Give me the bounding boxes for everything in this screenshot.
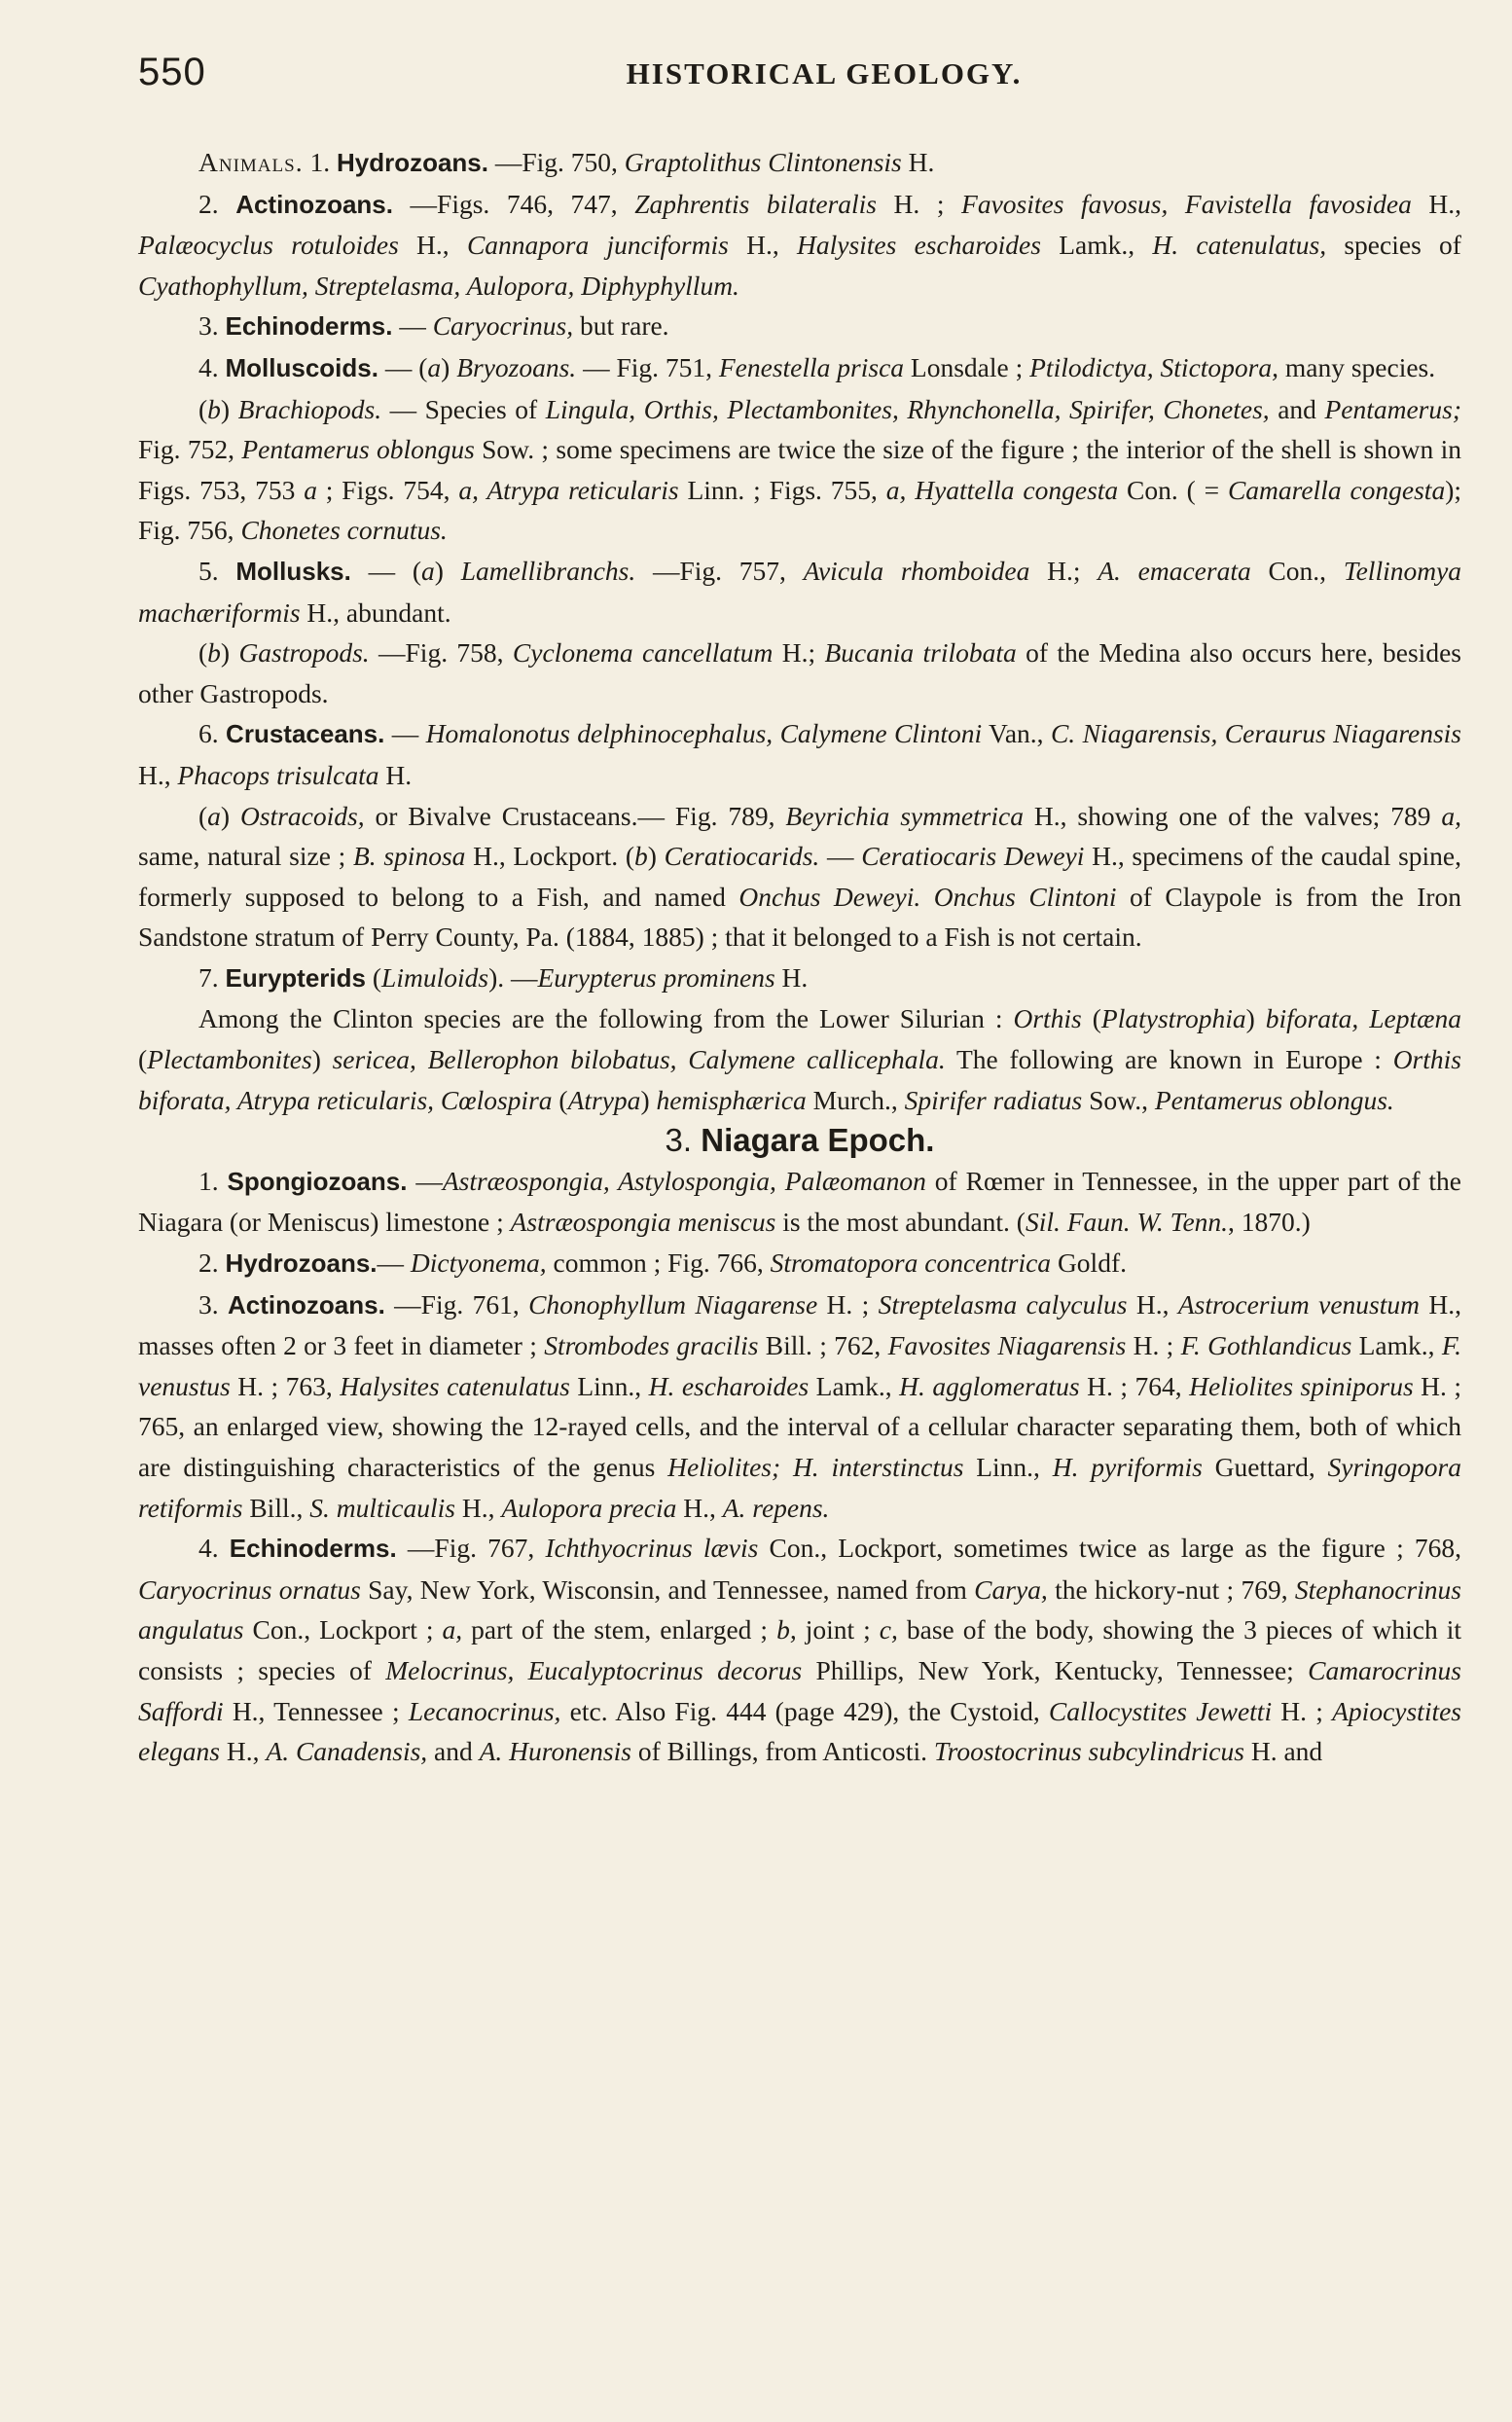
taxon-italic: Lecanocrinus, xyxy=(408,1695,561,1726)
paragraph xyxy=(138,347,1461,389)
lead-word: Animals. xyxy=(198,147,304,177)
text-run: ) xyxy=(647,841,665,872)
taxon-italic: Phacops trisulcata xyxy=(177,759,379,790)
niagara-fauna-list xyxy=(138,1161,1461,1772)
text-run: Linn. ; Figs. 755, xyxy=(678,474,886,505)
taxon-italic: Streptelasma calyculus xyxy=(878,1288,1128,1319)
paragraph xyxy=(138,1284,1461,1529)
taxon-italic: Platystrophia xyxy=(1100,1003,1246,1034)
taxon-italic: Avicula rhomboidea xyxy=(803,555,1030,586)
text-run: base of the body, showing the 3 pieces of which it consists ; species of xyxy=(138,1614,1461,1685)
taxon-italic: Homalonotus delphinocephalus, Calymene Clintoni xyxy=(425,718,983,749)
taxon-italic: Halysites escharoides xyxy=(796,230,1041,261)
taxon-italic: Atrypa xyxy=(567,1084,641,1115)
taxon-italic: a xyxy=(304,474,317,505)
text-run: ) xyxy=(220,800,240,831)
text-run: — xyxy=(407,1165,443,1196)
text-run: — ( xyxy=(378,351,428,382)
text-run: Fig. 752, xyxy=(138,434,242,465)
text-run xyxy=(920,882,934,912)
text-run: 4. xyxy=(198,351,226,382)
text-run: — xyxy=(819,841,862,872)
text-run: ( xyxy=(138,1044,148,1075)
text-run: is the most abundant. ( xyxy=(775,1207,1026,1238)
text-run: Con., Lockport, sometimes twice as large as the figure ; 768, xyxy=(758,1533,1461,1564)
taxon-italic: Apiocystites elegans xyxy=(138,1695,1462,1767)
taxon-italic: b, xyxy=(776,1614,797,1645)
text-run: Van., xyxy=(982,718,1051,749)
text-run: —Fig. 761, xyxy=(384,1288,529,1319)
text-run: ) xyxy=(640,1084,657,1115)
taxon-italic: Orthis xyxy=(1013,1003,1082,1034)
page-body xyxy=(138,142,1461,1772)
taxon-italic: Syringopora retiformis xyxy=(138,1452,1461,1523)
paragraph xyxy=(138,389,1461,551)
group-heading: Actinozoans. xyxy=(235,189,393,219)
text-run: — Fig. 751, xyxy=(576,351,719,382)
taxon-italic: Caryocrinus, xyxy=(432,310,574,342)
taxon-italic: Pentamerus; xyxy=(1324,393,1461,424)
taxon-italic: Astrocerium venustum xyxy=(1177,1288,1420,1319)
taxon-italic: b xyxy=(207,637,221,669)
text-run: ( xyxy=(198,800,208,831)
text-run: H. ; 765, an enlarged view, showing the 12-rayed cells, and the interval of a cellular character separating them, both of which are distinguishing characteristics of the genus xyxy=(138,1370,1462,1482)
page-number: 550 xyxy=(138,51,206,93)
text-run: Guettard, xyxy=(1202,1452,1328,1482)
taxon-italic: Favosites Niagarensis xyxy=(887,1330,1127,1361)
group-heading: Echinoderms. xyxy=(229,1534,397,1564)
taxon-italic: Onchus Deweyi. xyxy=(738,881,921,912)
taxon-italic: Palæocyclus rotuloides xyxy=(138,230,399,261)
taxon-italic: H. agglomeratus xyxy=(899,1370,1080,1401)
text-run: Con., Lockport ; xyxy=(243,1614,443,1645)
taxon-italic: Eurypterus prominens xyxy=(537,961,775,993)
text-run: H.; xyxy=(1029,555,1098,586)
taxon-italic: a, Atrypa reticularis xyxy=(458,474,679,505)
text-run: —Fig. 758, xyxy=(369,637,513,669)
taxon-italic: Zaphrentis bilateralis xyxy=(634,188,877,219)
text-run: — xyxy=(384,718,426,749)
text-run: H., abundant. xyxy=(300,596,451,628)
taxon-italic: Bucania trilobata xyxy=(824,637,1017,669)
text-run: same, natural size ; xyxy=(138,841,353,872)
text-run: — xyxy=(392,310,433,342)
text-run: 6. xyxy=(198,718,227,749)
taxon-italic: Callocystites Jewetti xyxy=(1048,1695,1273,1726)
taxon-italic: Astræospongia, Astylospongia, Palæomanon xyxy=(442,1165,926,1196)
text-run: ). — xyxy=(488,961,538,993)
text-run: ); Fig. 756, xyxy=(138,474,1462,546)
taxon-italic: a, Hyattella congesta xyxy=(885,474,1119,505)
text-run: Phillips, New York, Kentucky, Tennessee; xyxy=(802,1654,1309,1685)
text-run: H. and xyxy=(1243,1736,1323,1767)
text-run: Lonsdale ; xyxy=(904,351,1030,382)
paragraph xyxy=(138,142,1461,184)
taxon-italic: Caryocrinus ornatus xyxy=(138,1573,361,1605)
taxon-italic: Pentamerus oblongus xyxy=(241,434,475,465)
text-run: —Fig. 757, xyxy=(635,555,804,586)
taxon-italic: H. catenulatus, xyxy=(1152,230,1327,261)
taxon-italic: Gastropods. xyxy=(238,637,370,669)
taxon-italic: A. emacerata xyxy=(1098,555,1251,586)
text-run: , 1870.) xyxy=(1228,1207,1311,1238)
text-run: H. xyxy=(378,759,413,790)
taxon-italic: Brachiopods. xyxy=(237,393,382,424)
text-run: common ; Fig. 766, xyxy=(546,1247,771,1279)
taxon-italic: Cyathophyllum, Streptelasma, Aulopora, Diphyphyllum. xyxy=(138,270,739,301)
taxon-italic: Strombodes gracilis xyxy=(544,1330,759,1361)
text-run: H., Tennessee ; xyxy=(223,1695,409,1726)
text-run: 3. xyxy=(198,1288,228,1319)
text-run: 7. xyxy=(198,961,226,993)
text-run: H. ; xyxy=(817,1288,879,1319)
text-run: of Billings, from Anticosti. xyxy=(630,1736,934,1767)
paragraph xyxy=(138,306,1461,347)
text-run: of Claypole is from the Iron Sandstone stratum of Perry County, Pa. (1884, 1885) ; that it belonged to a Fish is not certain. xyxy=(138,881,1462,953)
group-heading: Actinozoans. xyxy=(228,1289,385,1319)
text-run: The following are known in Europe : xyxy=(945,1044,1393,1075)
taxon-italic: Camarocrinus Saffordi xyxy=(138,1654,1461,1726)
taxon-italic: Melocrinus, Eucalyptocrinus decorus xyxy=(385,1654,803,1685)
taxon-italic: Lingula, Orthis, Plectambonites, Rhynchonella, Spirifer, Chonetes, xyxy=(545,393,1270,424)
taxon-italic: a, xyxy=(1441,800,1462,831)
text-run: and xyxy=(427,1736,480,1767)
taxon-italic: Fenestella prisca xyxy=(718,351,905,382)
text-run: the hickory-nut ; 769, xyxy=(1047,1573,1295,1605)
paragraph xyxy=(138,1243,1461,1284)
taxon-italic: Ceratiocarids. xyxy=(664,841,820,872)
taxon-italic: Carya, xyxy=(974,1573,1048,1605)
text-run: part of the stem, enlarged ; xyxy=(462,1614,777,1645)
text-run: H. xyxy=(901,147,935,177)
text-run: of the Medina also occurs here, besides other Gastropods. xyxy=(138,637,1461,708)
text-run: H., showing one of the valves; 789 xyxy=(1023,800,1442,831)
paragraph xyxy=(138,551,1461,633)
page-header xyxy=(138,51,1471,109)
text-run: 3. xyxy=(198,310,226,342)
taxon-italic: S. multicaulis xyxy=(309,1492,455,1523)
text-run: ( xyxy=(198,637,208,669)
taxon-italic: Lamellibranchs. xyxy=(460,555,636,586)
text-run: Linn., xyxy=(569,1370,649,1401)
text-run: Lamk., xyxy=(1351,1330,1442,1361)
text-run: ) xyxy=(434,555,461,586)
taxon-italic: Dictyonema, xyxy=(410,1247,547,1279)
text-run: H. ; xyxy=(1272,1695,1333,1726)
paragraph xyxy=(138,633,1461,713)
text-run: H., specimens of the caudal spine, formerly supposed to belong to a Fish, and named xyxy=(138,841,1461,912)
taxon-italic: Bryozoans. xyxy=(456,351,577,382)
paragraph xyxy=(138,713,1461,795)
taxon-italic: Graptolithus Clintonensis xyxy=(624,147,902,177)
text-run: ( xyxy=(1081,1003,1101,1034)
text-run: 2. xyxy=(198,188,236,219)
taxon-italic: a xyxy=(421,555,435,586)
text-run: — ( xyxy=(350,555,422,586)
text-run: H.; xyxy=(773,637,825,669)
group-heading: Echinoderms. xyxy=(225,311,393,342)
paragraph xyxy=(138,998,1461,1120)
taxon-italic: Onchus Clintoni xyxy=(933,881,1117,912)
taxon-italic: Camarella congesta xyxy=(1227,474,1446,505)
taxon-italic: Ostracoids, xyxy=(240,800,365,831)
group-heading: Mollusks. xyxy=(235,556,351,586)
text-run: ( xyxy=(552,1084,568,1115)
text-run: Sow., xyxy=(1082,1084,1155,1115)
taxon-italic: Cyclonema cancellatum xyxy=(512,637,774,669)
text-run: H., xyxy=(1411,188,1462,219)
taxon-italic: C. Niagarensis, Ceraurus Niagarensis xyxy=(1050,718,1462,749)
taxon-italic: b xyxy=(207,393,221,424)
group-heading: Hydrozoans. xyxy=(225,1248,378,1279)
taxon-italic: Halysites catenulatus xyxy=(340,1370,570,1401)
section-heading xyxy=(138,1120,1461,1161)
text-run: but rare. xyxy=(573,310,669,342)
text-run: many species. xyxy=(1278,351,1436,382)
text-run: 5. xyxy=(198,555,236,586)
text-run: Bill. ; 762, xyxy=(758,1330,888,1361)
text-run: Con., xyxy=(1250,555,1344,586)
text-run: —Fig. 750, xyxy=(487,147,625,177)
taxon-italic: Favosites favosus, Favistella favosidea xyxy=(961,188,1412,219)
text-run: Linn., xyxy=(963,1452,1053,1482)
taxon-italic: A. Canadensis, xyxy=(266,1736,428,1767)
group-heading: Molluscoids. xyxy=(225,352,378,382)
taxon-italic: Astræospongia meniscus xyxy=(510,1207,776,1238)
text-run: — xyxy=(377,1247,411,1279)
paragraph xyxy=(138,184,1461,307)
text-run: 1. xyxy=(303,147,337,177)
taxon-italic: Limuloids xyxy=(381,961,489,993)
taxon-italic: c, xyxy=(879,1614,898,1645)
text-run: Con. ( = xyxy=(1118,474,1228,505)
taxon-italic: Troostocrinus subcylindricus xyxy=(933,1736,1244,1767)
text-run: Lamk., xyxy=(809,1370,900,1401)
text-run: ( xyxy=(366,961,382,993)
text-run: —Fig. 767, xyxy=(396,1533,546,1564)
taxon-italic: a, xyxy=(442,1614,463,1645)
taxon-italic: Chonetes cornutus. xyxy=(240,515,448,546)
text-run: H. ; 763, xyxy=(230,1370,341,1401)
taxon-italic: Plectambonites xyxy=(147,1044,312,1075)
text-run: joint ; xyxy=(796,1614,880,1645)
text-run: H., xyxy=(1127,1288,1178,1319)
text-run: ) xyxy=(311,1044,333,1075)
text-run: ) xyxy=(441,351,457,382)
taxon-italic: A. repens. xyxy=(722,1492,830,1523)
taxon-italic: Sil. Faun. W. Tenn. xyxy=(1025,1207,1229,1238)
text-run: Among the Clinton species are the following from the Lower Silurian : xyxy=(198,1003,1014,1034)
taxon-italic: Chonophyllum Niagarense xyxy=(528,1288,818,1319)
taxon-italic: Heliolites; H. interstinctus xyxy=(667,1452,964,1482)
text-run: Murch., xyxy=(806,1084,905,1115)
group-heading: Eurypterids xyxy=(225,962,366,993)
taxon-italic: Spirifer radiatus xyxy=(904,1084,1083,1115)
taxon-italic: sericea, Bellerophon bilobatus, Calymene callicephala. xyxy=(332,1044,946,1075)
text-run: H., xyxy=(398,230,467,261)
text-run: Bill., xyxy=(242,1492,310,1523)
taxon-italic: Pentamerus oblongus. xyxy=(1154,1084,1394,1115)
taxon-italic: A. Huronensis xyxy=(479,1736,631,1767)
section-title: Niagara Epoch. xyxy=(701,1122,935,1159)
text-run: species of xyxy=(1326,230,1461,261)
text-run: H. ; xyxy=(1126,1330,1181,1361)
text-run: ( xyxy=(198,393,208,424)
paragraph xyxy=(138,796,1461,958)
taxon-italic: H. pyriformis xyxy=(1052,1452,1203,1482)
taxon-italic: F. venustus xyxy=(138,1330,1461,1401)
text-run: ) xyxy=(220,637,239,669)
text-run: H., xyxy=(138,759,178,790)
text-run: H., xyxy=(728,230,797,261)
group-heading: Hydrozoans. xyxy=(336,148,488,177)
text-run: 4. xyxy=(198,1533,230,1564)
taxon-italic: Stephanocrinus angulatus xyxy=(138,1573,1461,1645)
taxon-italic: Beyrichia symmetrica xyxy=(785,800,1024,831)
taxon-italic: Ptilodictya, Stictopora, xyxy=(1029,351,1278,382)
text-run: H., Lockport. ( xyxy=(465,841,634,872)
group-heading: Crustaceans. xyxy=(226,719,385,749)
taxon-italic: Heliolites spiniporus xyxy=(1189,1370,1414,1401)
taxon-italic: Stromatopora concentrica xyxy=(770,1247,1052,1279)
taxon-italic: Cannapora junciformis xyxy=(466,230,729,261)
text-run: and xyxy=(1269,393,1325,424)
paragraph xyxy=(138,958,1461,999)
group-heading: Spongiozoans. xyxy=(227,1166,408,1196)
taxon-italic: Orthis biforata, Atrypa reticularis, Cœlospira xyxy=(138,1044,1461,1115)
taxon-italic: Ichthyocrinus lævis xyxy=(545,1533,759,1564)
text-run: or Bivalve Crustaceans.— Fig. 789, xyxy=(364,800,786,831)
clinton-fauna-list xyxy=(138,142,1461,1120)
taxon-italic: b xyxy=(633,841,648,872)
text-run: etc. Also Fig. 444 (page 429), the Cystoid, xyxy=(560,1695,1049,1726)
taxon-italic: a xyxy=(207,800,221,831)
text-run: Say, New York, Wisconsin, and Tennessee, named from xyxy=(360,1573,975,1605)
paragraph xyxy=(138,1528,1461,1772)
taxon-italic: H. escharoides xyxy=(648,1370,810,1401)
text-run: ) xyxy=(1245,1003,1266,1034)
text-run: H., xyxy=(676,1492,723,1523)
taxon-italic: biforata, Leptæna xyxy=(1265,1003,1461,1034)
text-run: 2. xyxy=(198,1247,226,1279)
text-run: —Figs. 746, 747, xyxy=(392,188,635,219)
taxon-italic: a xyxy=(427,351,442,382)
text-run: 1. xyxy=(198,1165,228,1196)
section-number: 3. xyxy=(665,1122,693,1159)
taxon-italic: Tellinomya machæriformis xyxy=(138,555,1462,628)
taxon-italic: F. Gothlandicus xyxy=(1180,1330,1352,1361)
text-run: of Rœmer in Tennessee, in the upper part of the Niagara (or Meniscus) limestone ; xyxy=(138,1165,1462,1238)
taxon-italic: B. spinosa xyxy=(352,841,466,872)
text-run: H. xyxy=(774,961,809,993)
text-run: H., xyxy=(220,1736,267,1767)
text-run: ) xyxy=(220,393,238,424)
taxon-italic: Ceratiocaris Deweyi xyxy=(861,841,1085,872)
text-run: H., masses often 2 or 3 feet in diameter ; xyxy=(138,1288,1461,1361)
text-run: H. ; 764, xyxy=(1079,1370,1190,1401)
running-head: HISTORICAL GEOLOGY. xyxy=(626,56,1023,90)
text-run: — Species of xyxy=(381,393,546,424)
text-run: H., xyxy=(454,1492,502,1523)
taxon-italic: hemisphærica xyxy=(656,1084,807,1115)
paragraph xyxy=(138,1161,1461,1243)
text-run: Sow. ; some specimens are twice the size of the figure ; the interior of the shell is shown in Figs. 753, 753 xyxy=(138,434,1461,505)
text-run: Lamk., xyxy=(1040,230,1153,261)
taxon-italic: Aulopora precia xyxy=(501,1492,677,1523)
text-run: ; Figs. 754, xyxy=(316,474,459,505)
text-run: H. ; xyxy=(877,188,962,219)
text-run: Goldf. xyxy=(1051,1247,1127,1279)
